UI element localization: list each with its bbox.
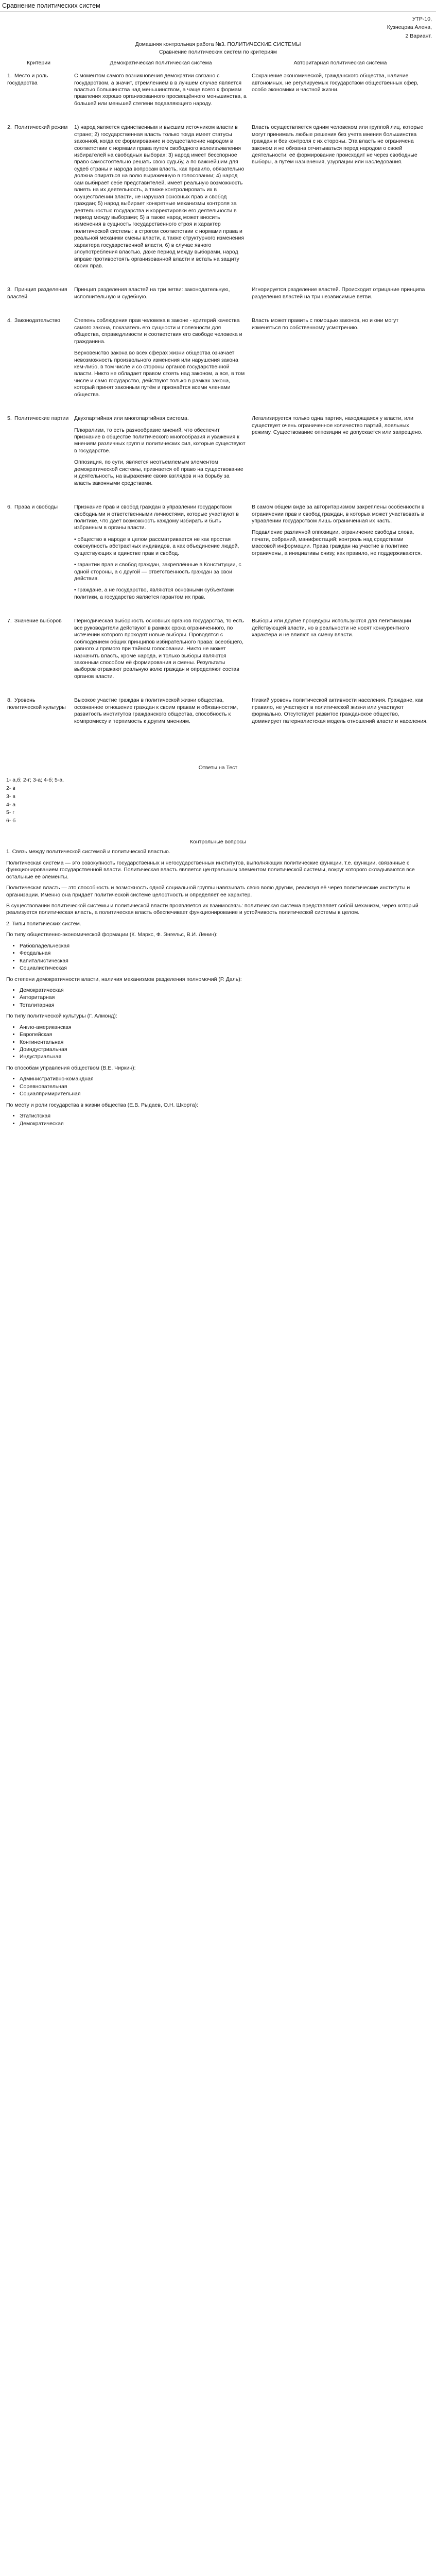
list-item: • Соревновательная (20, 1083, 429, 1090)
democratic-cell-paragraph: Оппозиция, по сути, является неотъемлемым элементом демократической системы, признается её право на существование и деятельность, на выражение своих взглядов и на борьбу за власть законными средствами. (74, 459, 243, 486)
list-item: • Рабовладельческая (20, 943, 429, 950)
classification-e-title: По месту и роли государства в жизни общества (Е.В. Рыдаев, О.Н. Шкорта): (6, 1101, 199, 1108)
democratic-cell-paragraph: Плюрализм, то есть разнообразие мнений, что обеспечит признание в обществе политического многообразия и уважения к мнениям различных групп и политических сил, которые существуют в государстве. (74, 427, 246, 454)
header-authoritarian: Авторитарная политическая система (293, 59, 387, 66)
answers-list (0, 776, 436, 825)
criterion-number: 3. (7, 286, 12, 293)
list-item: • Индустриальная (20, 1054, 429, 1060)
classification-b-list (12, 987, 429, 1009)
democratic-cell (72, 615, 250, 694)
list-item: • Капиталистическая (20, 958, 429, 964)
document-title: Сравнение политических систем (0, 0, 436, 12)
authoritarian-cell-paragraph: Власть может править с помощью законов, но и они могут изменяться по собственному усмотрению. (252, 317, 399, 331)
comparison-table (5, 59, 431, 739)
question-1-answer (6, 860, 429, 917)
header-democratic: Демократическая политическая система (110, 59, 212, 66)
author-block (0, 15, 436, 40)
authoritarian-cell (250, 501, 431, 615)
variant-label: 2 Вариант. (405, 32, 432, 39)
header-criteria: Критерии (27, 59, 50, 66)
democratic-cell-paragraph: Периодическая выборность основных органов государства, то есть все руководители действуют в рамках срока ограниченного, по истечении которого проходят новые выборы. Проводятся с соблюдением общих принципов избирательного права: всеобщего, равного и прямого при тайном голосовании. Никто не может назначить власть, кроме народа, и только выборы являются законным способом её формирования и смены. Результаты выборов отражают реальную волю граждан и определяют состав органов власти. (74, 618, 244, 680)
authoritarian-cell (250, 694, 431, 739)
authoritarian-cell (250, 314, 431, 412)
questions-section (0, 849, 436, 1127)
classification-a-title: По типу общественно-экономической формации (К. Маркс, Ф. Энгельс, В.И. Ленин): (6, 931, 218, 938)
comparison-subtitle: Сравнение политических систем по критериям (159, 49, 277, 56)
criterion-label: Принцип разделения властей (7, 286, 67, 300)
criterion-label: Место и роль государства (7, 73, 48, 86)
authoritarian-cell (250, 121, 431, 283)
democratic-cell-paragraph: Признание прав и свобод граждан в управлении государством свободными и ответственными личностями, которые участвуют в политике, что даёт возможность каждому избирать и быть избранным в органы власти. (74, 504, 239, 531)
democratic-cell-paragraph: • граждане, а не государство, являются основными субъектами политики, а государство является гарантом их прав. (74, 587, 234, 600)
democratic-cell (72, 501, 250, 615)
table-row (5, 501, 431, 615)
question-2-title: 2. Типы политических систем. (6, 920, 81, 927)
authoritarian-cell-paragraph: Подавление различной оппозиции, ограничение свободы слова, печати, собраний, манифестаций; контроль над средствами массовой информации. Права граждан на участие в политике ограничены, а инициативы снизу, как правило, не поддерживаются. (252, 529, 422, 556)
answer-paragraph: Политическая власть — это способность и возможность одной социальной группы навязывать свою волю другим, реализуя её через политические институты и организации. Именно она придаёт политической системе целостность и определяет её характер. (6, 885, 410, 898)
democratic-cell-paragraph: Высокое участие граждан в политической жизни общества, осознанное отношение граждан к своим правам и обязанностям, развитость институтов гражданского общества, способность к компромиссу и терпимость к другим мнениям. (74, 697, 238, 724)
criterion-number: 8. (7, 697, 12, 704)
criterion-number: 7. (7, 618, 12, 624)
criterion-number: 6. (7, 504, 12, 511)
democratic-cell-paragraph: С моментом самого возникновения демократии связано с государством, а значит, стремлением в в лучшем случае является властью большинства над меньшинством, а чаще всего к формам правления хорошо организованного просвещённого меньшинства, а большей или меньшей степени подавляющего народу. (74, 73, 247, 107)
democratic-cell-paragraph: Верховенство закона во всех сферах жизни общества означает невозможность произвольного изменения или нарушения закона кем-либо, в том числе и со стороны органов государственной власти. Никто не обладает правом стоять над законом, а все, в том числе и само государство, действуют только в рамках закона, который принят законным путём и признаётся всеми членами общества. (74, 350, 245, 398)
democratic-cell-paragraph: Двухпартийная или многопартийная система. (74, 415, 189, 422)
democratic-cell (72, 283, 250, 314)
democratic-cell-paragraph: • общество в народе в целом рассматривается не как простая совокупность абстрактных индивидов, а как объединение людей, существующих в единстве прав и свобод. (74, 536, 239, 556)
authoritarian-cell-paragraph: Власть осуществляется одним человеком или группой лиц, которые могут принимать любые решения без учета мнения большинства граждан и без контроля с их стороны. Эта власть не ограничена законом и не обязана отчитываться перед народом о своей деятельности; её формирование происходит не через свободные выборы, а путём назначения, узурпации или наследования. (252, 124, 424, 165)
table-row (5, 694, 431, 739)
classification-d-title: По способам управления обществом (В.Е. Чиркин): (6, 1064, 136, 1071)
answer-line: 3- в (6, 793, 15, 800)
criterion-number: 5. (7, 415, 12, 422)
authoritarian-cell (250, 283, 431, 314)
answer-line: 2- в (6, 785, 15, 792)
list-item: • Административно-командная (20, 1076, 429, 1082)
authoritarian-cell-paragraph: Выборы или другие процедуры используются для легитимации действующей власти, но в реальности не носят конкурентного характера и не влияют на смену власти. (252, 618, 411, 638)
criterion-label: Значение выборов (14, 618, 62, 624)
criterion-number: 2. (7, 124, 12, 131)
classification-b-title: По степени демократичности власти, наличия механизмов разделения полномочий (Р. Даль): (6, 976, 242, 982)
classification-c-title: По типу политической культуры (Г. Алмонд): (6, 1013, 117, 1020)
authoritarian-cell-paragraph: Игнорируется разделение властей. Происходит отрицание принципа разделения властей на три независимые ветви. (252, 286, 425, 300)
list-item: • Феодальная (20, 950, 429, 957)
list-item: • Этатистская (20, 1113, 429, 1120)
list-item: • Авторитарная (20, 994, 429, 1001)
list-item: • Доиндустриальная (20, 1046, 429, 1053)
table-row (5, 615, 431, 694)
classification-e-list (12, 1113, 429, 1127)
criterion-label: Законодательство (14, 317, 61, 324)
criterion-cell (5, 70, 72, 121)
answer-paragraph: В существовании политической системы и политической власти проявляется их взаимосвязь: политическая система представляет собой механизм, через который реализуется политическая власть, а политическая власть обеспечивает функционирование и устойчивость политической системы в целом. (6, 903, 418, 916)
authoritarian-cell (250, 615, 431, 694)
list-item: • Англо-американская (20, 1024, 429, 1031)
classification-a-list (12, 943, 429, 972)
list-item: • Европейская (20, 1031, 429, 1038)
list-item: • Социалистическая (20, 965, 429, 972)
group-label: УТР-10, (412, 16, 432, 22)
democratic-cell (72, 121, 250, 283)
list-item: • Тоталитарная (20, 1002, 429, 1009)
answer-line: 6- б (6, 818, 16, 824)
authoritarian-cell (250, 412, 431, 501)
table-row (5, 412, 431, 501)
criterion-label: Политический режим (14, 124, 68, 131)
criterion-cell (5, 615, 72, 694)
answer-line: 5- г (6, 809, 15, 816)
table-row (5, 70, 431, 121)
list-item: • Социалпримирительная (20, 1091, 429, 1097)
answer-paragraph: Политическая система — это совокупность государственных и негосударственных институтов, выполняющих политические функции, т.е. функции, связанные с функционированием государственной власти. Политическая власть является центральным элементом политической системы, вокруг которого складываются все остальные её элементы. (6, 859, 415, 880)
democratic-cell (72, 412, 250, 501)
criterion-cell (5, 694, 72, 739)
question-1-title: 1. Связь между политической системой и политической властью. (6, 849, 170, 855)
authoritarian-cell-paragraph: Сохранение экономической, гражданского общества, наличие автономных, не регулируемых государством общественных сфер, особо экономики и частной жизни. (252, 73, 418, 93)
table-row (5, 121, 431, 283)
democratic-cell (72, 694, 250, 739)
authoritarian-cell-paragraph: Легализируется только одна партия, находящаяся у власти, или существует очень ограниченное количество партий, лояльных режиму. Существование оппозиции не допускается или запрещено. (252, 415, 423, 436)
criterion-cell (5, 412, 72, 501)
table-header-row (5, 59, 431, 70)
questions-title: Контрольные вопросы (189, 838, 247, 845)
democratic-cell-paragraph: 1) народ является единственным и высшим источником власти в стране; 2) государственная власть только тогда имеет статусы законной, когда ее формирование и осуществление народом в соответствии с нормами права путем свободного волеизъявления избирателей на свободных выборах; 3) народ имеет бесспорное право самостоятельно решать свою судьбу, а по важнейшим для судеб страны и народа вопросам власть, как правило, обязательно должна опираться на волю выраженную в голосовании; 4) народ сам выбирает себе представителей, имеет реальную возможность влиять на их деятельность, а также контролировать их в осуществлении власти, не нарушая основных прав и свобод граждан; 5) народ выбирает конкретные механизмы контроля за деятельностью государства и корректировки его деятельности в период между выборами; 5) а также народ может вносить изменения в сущность государственного строя и характер политической системы: в строгом соответствии с нормами права и реальной механики смены власти, а также структурного изменения характера государственной власти, 6) в случае явного злоупотребления властью, даже период между выборами, народ вправе противостоять организованной власти и встать на защиту своих прав. (74, 124, 245, 269)
answers-title: Ответы на Тест (198, 765, 238, 771)
authoritarian-cell-paragraph: В самом общем виде за авторитаризмом закреплены особенности в ограничении прав и свобод граждан, в которых может участвовать в управлении государством лишь ограниченная их часть. (252, 504, 425, 524)
author-name: Кузнецова Алена, (387, 24, 432, 31)
authoritarian-cell (250, 70, 431, 121)
criterion-number: 4. (7, 317, 12, 324)
answer-line: 1- а,б; 2-г; 3-а; 4-б; 5-а. (6, 777, 64, 784)
criterion-cell (5, 283, 72, 314)
authoritarian-cell-paragraph: Низкий уровень политической активности населения. Граждане, как правило, не участвуют в политической жизни или участвуют формально. Отсутствует развитое гражданское общество, доминирует патерналистская модель отношений власти и населения. (252, 697, 428, 724)
criterion-cell (5, 501, 72, 615)
list-item: • Демократическая (20, 1121, 429, 1127)
democratic-cell-paragraph: • гарантии прав и свобод граждан, закреплённые в Конституции, с одной стороны, а с другой — ответственность граждан за свои действия. (74, 562, 241, 582)
classification-c-list (12, 1024, 429, 1061)
democratic-cell (72, 314, 250, 412)
criterion-cell (5, 121, 72, 283)
criterion-label: Политические партии (14, 415, 69, 422)
answer-line: 4- а (6, 801, 16, 808)
work-title: Домашняя контрольная работа №3. ПОЛИТИЧЕСКИЕ СИСТЕМЫ (135, 41, 301, 47)
criterion-number: 1. (7, 73, 12, 79)
classification-d-list (12, 1076, 429, 1097)
list-item: • Континентальная (20, 1039, 429, 1046)
democratic-cell-paragraph: Степень соблюдения прав человека в законе - критерий качества самого закона, показатель его сущности и полезности для общества, справедливости и соответствия его свободе человека и гражданина. (74, 317, 242, 345)
table-row (5, 283, 431, 314)
table-row (5, 314, 431, 412)
criterion-label: Права и свободы (14, 504, 58, 511)
democratic-cell-paragraph: Принцип разделения властей на три ветви: законодательную, исполнительную и судебную. (74, 286, 230, 300)
list-item: • Демократическая (20, 987, 429, 994)
criterion-cell (5, 314, 72, 412)
democratic-cell (72, 70, 250, 121)
criterion-label: Уровень политической культуры (7, 697, 66, 710)
